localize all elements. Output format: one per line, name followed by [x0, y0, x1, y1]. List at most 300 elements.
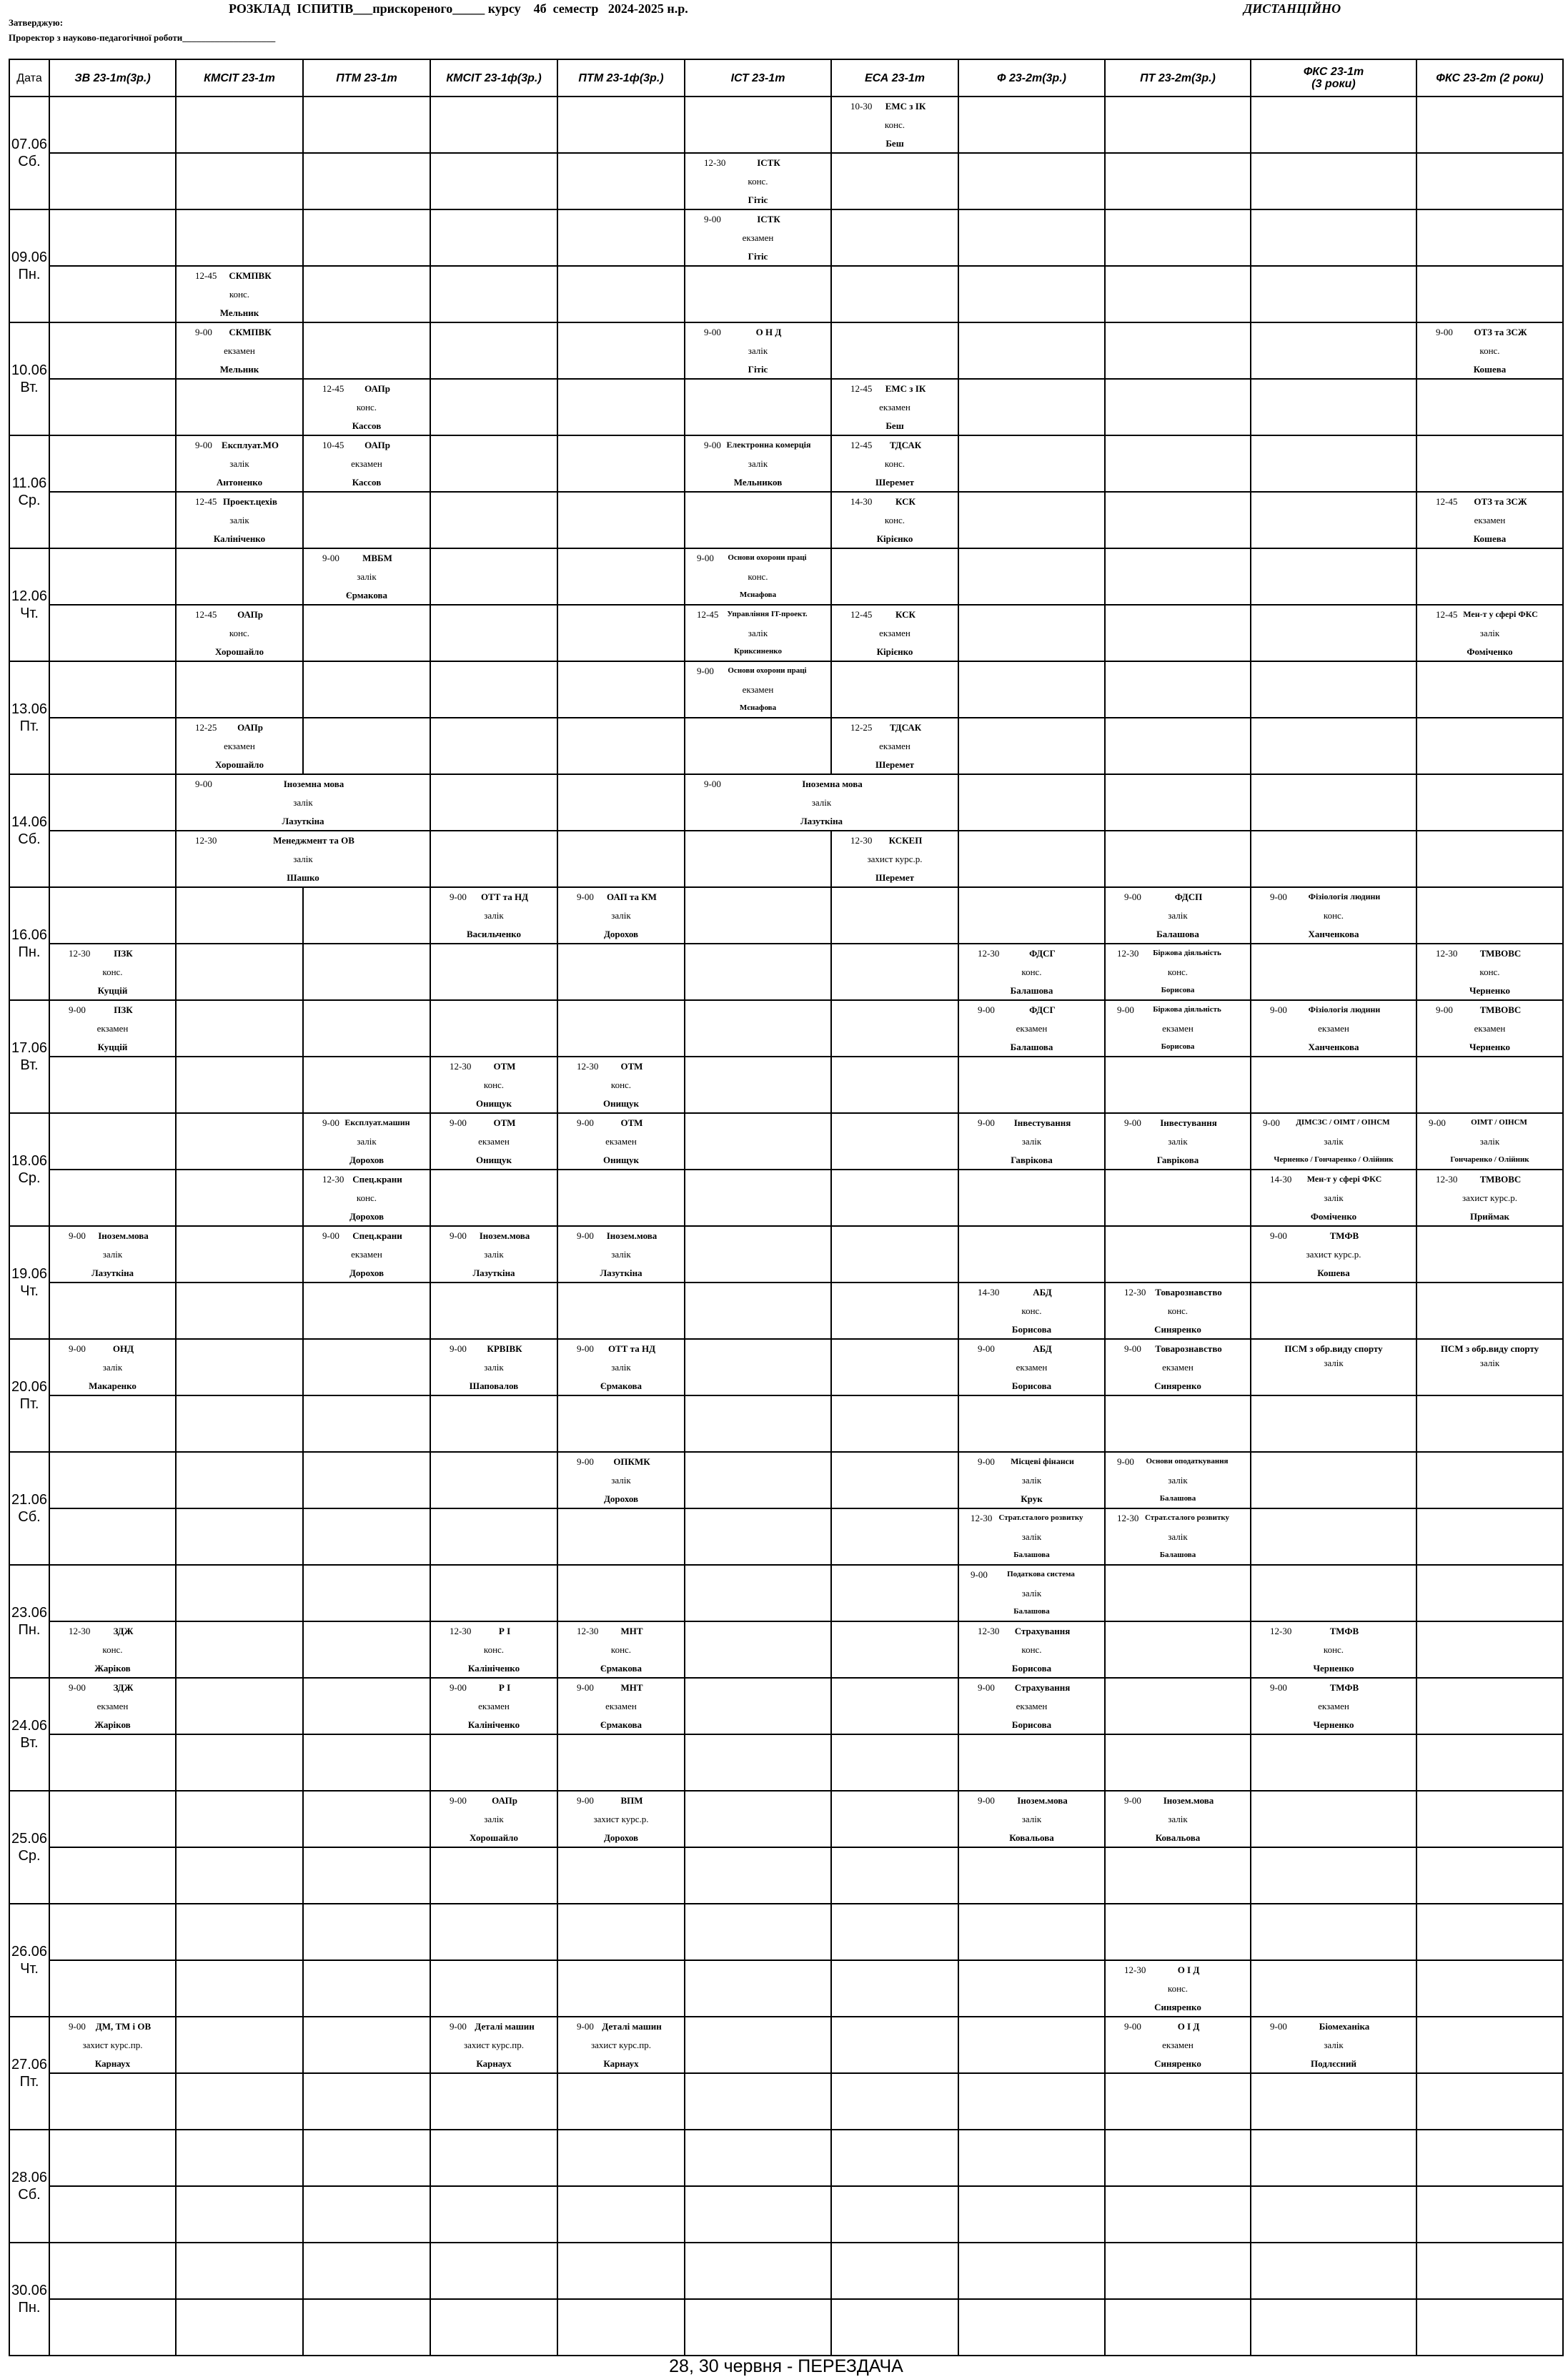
- exam-subject: Інозем.мова: [479, 1230, 530, 1241]
- empty-cell: [303, 2130, 430, 2186]
- exam-type: екзамен: [351, 1249, 382, 1260]
- empty-cell: [831, 1000, 958, 1057]
- exam-time: 12-30: [1124, 1965, 1146, 1975]
- schedule-row: [9, 492, 1563, 548]
- empty-cell: [303, 944, 430, 1000]
- exam-time: 9-00: [1124, 1117, 1141, 1128]
- empty-cell: [831, 887, 958, 944]
- exam-type: екзамен: [1162, 1023, 1194, 1034]
- exam-cell: [557, 1452, 685, 1508]
- exam-subject: МВБМ: [362, 553, 392, 563]
- exam-time: 9-00: [697, 666, 714, 676]
- exam-teacher: Онищук: [475, 1155, 512, 1165]
- empty-cell: [1416, 1904, 1563, 1960]
- exam-subject: ПЗК: [114, 1004, 133, 1015]
- exam-entry: [1106, 2017, 1250, 2072]
- exam-cell: [1105, 1113, 1251, 1170]
- exam-type: залік: [484, 1249, 504, 1260]
- exam-entry: [50, 1622, 175, 1677]
- exam-type: конс.: [1323, 910, 1344, 921]
- empty-cell: [831, 1452, 958, 1508]
- exam-time: 10-30: [850, 101, 873, 112]
- empty-cell: [1416, 1395, 1563, 1452]
- exam-cell: [1416, 322, 1563, 379]
- exam-type: захист курс.пр.: [82, 2040, 143, 2050]
- date-value: 18.06: [11, 1153, 48, 1169]
- empty-cell: [1416, 661, 1563, 718]
- exam-entry: [685, 323, 830, 378]
- exam-entry: [832, 493, 958, 548]
- schedule-row: [9, 1283, 1563, 1339]
- exam-teacher: Онищук: [475, 1098, 512, 1109]
- schedule-row: [9, 1113, 1563, 1170]
- empty-cell: [958, 831, 1105, 887]
- exam-cell: [176, 266, 303, 322]
- exam-subject: Страт.сталого розвитку: [1144, 1513, 1230, 1522]
- exam-subject: ВПМ: [620, 1795, 643, 1806]
- empty-cell: [49, 153, 176, 209]
- exam-entry: [1106, 1792, 1250, 1847]
- exam-teacher: Дорохов: [603, 1832, 639, 1843]
- empty-cell: [1105, 266, 1251, 322]
- exam-cell: [1416, 605, 1563, 661]
- exam-subject: Інозем.мова: [1163, 1795, 1214, 1806]
- exam-type: залік: [1168, 1531, 1188, 1542]
- date-cell: [9, 1904, 49, 2017]
- empty-cell: [430, 661, 557, 718]
- empty-cell: [303, 1395, 430, 1452]
- exam-time: 9-00: [450, 1682, 467, 1693]
- empty-cell: [958, 774, 1105, 831]
- exam-type: екзамен: [478, 1701, 510, 1711]
- exam-time: 12-45: [850, 609, 873, 620]
- exam-entry: [959, 1792, 1104, 1847]
- empty-cell: [49, 2299, 176, 2356]
- empty-cell: [1105, 1170, 1251, 1226]
- exam-time: 12-45: [195, 270, 217, 281]
- exam-teacher: Балашова: [1159, 1551, 1196, 1559]
- empty-cell: [958, 1057, 1105, 1113]
- empty-cell: [1105, 379, 1251, 435]
- exam-subject: Р І: [498, 1682, 511, 1693]
- empty-cell: [831, 1113, 958, 1170]
- exam-cell: [831, 492, 958, 548]
- exam-entry: [1106, 1001, 1250, 1056]
- exam-teacher: Гітіс: [748, 364, 768, 375]
- empty-cell: [303, 1621, 430, 1678]
- exam-subject: КСКЕП: [888, 835, 923, 846]
- exam-subject: Основи охорони праці: [728, 666, 807, 675]
- empty-cell: [1251, 2186, 1416, 2243]
- exam-type: конс.: [1323, 1644, 1344, 1655]
- empty-cell: [49, 1791, 176, 1847]
- date-cell: [9, 548, 49, 661]
- exam-teacher: Гітіс: [748, 251, 768, 262]
- exam-type: конс.: [229, 289, 250, 300]
- exam-time: 9-00: [978, 1456, 995, 1467]
- empty-cell: [1251, 661, 1416, 718]
- exam-subject: ОНД: [112, 1343, 134, 1354]
- exam-cell: [176, 492, 303, 548]
- date-value: 10.06: [11, 362, 48, 378]
- exam-entry: [832, 831, 958, 886]
- exam-type: екзамен: [351, 458, 382, 469]
- exam-subject: ТДСАК: [889, 440, 922, 450]
- schedule-row: [9, 1000, 1563, 1057]
- exam-type: екзамен: [1474, 515, 1506, 525]
- empty-cell: [685, 97, 831, 153]
- exam-cell: [303, 1170, 430, 1226]
- col-header-ptm-23-1t: ПТМ 23-1т: [303, 59, 430, 97]
- empty-cell: [1251, 97, 1416, 153]
- empty-cell: [685, 831, 831, 887]
- exam-entry: [50, 1679, 175, 1734]
- schedule-row: [9, 322, 1563, 379]
- exam-time: 9-00: [1124, 2021, 1141, 2032]
- exam-type: залік: [1021, 1588, 1042, 1598]
- empty-cell: [685, 1678, 831, 1734]
- weekday-value: Сб.: [18, 154, 41, 169]
- exam-type: залік: [1324, 2040, 1344, 2050]
- exam-entry: [1251, 1227, 1416, 1282]
- exam-teacher: Борисова: [1011, 1663, 1052, 1674]
- exam-time: 9-00: [69, 1682, 86, 1693]
- exam-cell: [49, 1678, 176, 1734]
- empty-cell: [1105, 2243, 1251, 2299]
- empty-cell: [831, 1960, 958, 2017]
- exam-entry: [304, 380, 430, 435]
- empty-cell: [831, 1904, 958, 1960]
- exam-time: 14-30: [978, 1287, 1000, 1298]
- exam-teacher: Лазуткіна: [800, 816, 843, 826]
- empty-cell: [557, 1904, 685, 1960]
- date-cell: [9, 2130, 49, 2243]
- exam-cell: [557, 887, 685, 944]
- schedule-row: [9, 718, 1563, 774]
- exam-type: екзамен: [478, 1136, 510, 1147]
- exam-entry: [1251, 1114, 1416, 1169]
- exam-entry: [959, 1001, 1104, 1056]
- empty-cell: [557, 831, 685, 887]
- date-value: 23.06: [11, 1605, 48, 1621]
- exam-entry: [1251, 888, 1416, 943]
- exam-teacher: Мельник: [219, 307, 259, 318]
- empty-cell: [1105, 2073, 1251, 2130]
- empty-cell: [49, 831, 176, 887]
- empty-cell: [557, 548, 685, 605]
- weekday-value: Пн.: [18, 2300, 41, 2316]
- date-value: 25.06: [11, 1831, 48, 1847]
- empty-cell: [1105, 2299, 1251, 2356]
- empty-cell: [958, 2186, 1105, 2243]
- exam-teacher: Балашова: [1013, 1551, 1050, 1559]
- exam-time: 9-00: [450, 1343, 467, 1354]
- exam-time: 12-45: [850, 383, 873, 394]
- exam-type: залік: [1021, 1814, 1042, 1824]
- exam-entry: [1251, 2017, 1416, 2072]
- exam-entry: [177, 493, 302, 548]
- empty-cell: [557, 605, 685, 661]
- empty-cell: [430, 266, 557, 322]
- exam-subject: Інозем.мова: [606, 1230, 658, 1241]
- empty-cell: [1416, 1226, 1563, 1283]
- exam-subject: КРВІВК: [487, 1343, 522, 1354]
- empty-cell: [49, 887, 176, 944]
- empty-cell: [430, 435, 557, 492]
- empty-cell: [176, 1678, 303, 1734]
- exam-teacher: Лазуткіна: [282, 816, 324, 826]
- footer-row: [9, 2356, 1563, 2377]
- empty-cell: [303, 1565, 430, 1621]
- exam-cell: [685, 774, 958, 831]
- exam-subject: ТДСАК: [889, 722, 922, 733]
- exam-teacher: Дорохов: [349, 1267, 384, 1278]
- exam-teacher: Калініченко: [467, 1663, 520, 1674]
- empty-cell: [49, 548, 176, 605]
- exam-teacher: Гаврікова: [1011, 1155, 1053, 1165]
- empty-cell: [176, 1283, 303, 1339]
- exam-teacher: Борисова: [1161, 986, 1195, 994]
- empty-cell: [430, 153, 557, 209]
- empty-cell: [1416, 1452, 1563, 1508]
- exam-time: 14-30: [1270, 1174, 1292, 1185]
- empty-cell: [1105, 718, 1251, 774]
- exam-type: конс.: [1479, 345, 1500, 356]
- empty-cell: [557, 1508, 685, 1565]
- empty-cell: [1416, 1678, 1563, 1734]
- exam-type: конс.: [483, 1079, 505, 1090]
- exam-time: 9-00: [195, 327, 212, 337]
- empty-cell: [430, 1283, 557, 1339]
- empty-cell: [831, 1339, 958, 1395]
- empty-cell: [831, 1226, 958, 1283]
- exam-entry: [1417, 323, 1562, 378]
- weekday-value: Пт.: [19, 718, 39, 734]
- retake-note: 28, 30 червня - ПЕРЕЗДАЧА: [9, 2356, 1563, 2377]
- empty-cell: [958, 718, 1105, 774]
- empty-cell: [176, 209, 303, 266]
- exam-type: конс.: [1167, 1305, 1189, 1316]
- exam-entry: [1417, 944, 1562, 999]
- exam-time: 14-30: [850, 496, 873, 507]
- exam-teacher: Хорошайло: [470, 1832, 518, 1843]
- exam-type: залік: [1021, 1475, 1042, 1486]
- date-value: 09.06: [11, 249, 48, 265]
- exam-subject: Страхування: [1014, 1682, 1071, 1693]
- date-value: 30.06: [11, 2283, 48, 2298]
- exam-type: конс.: [610, 1079, 632, 1090]
- empty-cell: [430, 322, 557, 379]
- exam-cell: [831, 718, 958, 774]
- exam-entry: [431, 1679, 557, 1734]
- exam-time: 12-45: [697, 609, 719, 620]
- exam-type: залік: [229, 515, 249, 525]
- empty-cell: [958, 435, 1105, 492]
- empty-cell: [958, 2299, 1105, 2356]
- exam-time: 12-30: [69, 1626, 91, 1636]
- exam-subject: Місцеві фінанси: [1011, 1456, 1074, 1466]
- exam-teacher: Хорошайло: [215, 759, 264, 770]
- empty-cell: [958, 661, 1105, 718]
- empty-cell: [1105, 1734, 1251, 1791]
- weekday-value: Сб.: [18, 1509, 41, 1525]
- exam-subject: ЗДЖ: [113, 1682, 134, 1693]
- exam-entry: [558, 1114, 684, 1169]
- header-row: [9, 59, 1563, 97]
- empty-cell: [303, 1000, 430, 1057]
- exam-entry: [959, 1114, 1104, 1169]
- exam-subject: ТМВОВС: [1479, 948, 1522, 959]
- empty-cell: [49, 266, 176, 322]
- exam-subject: ОТМ: [493, 1061, 516, 1072]
- empty-cell: [1416, 887, 1563, 944]
- empty-cell: [1105, 774, 1251, 831]
- exam-cell: [831, 831, 958, 887]
- exam-cell: [176, 435, 303, 492]
- date-value: 21.06: [11, 1492, 48, 1508]
- exam-teacher: Балашова: [1156, 929, 1199, 939]
- exam-teacher: Кошева: [1473, 364, 1507, 375]
- empty-cell: [303, 153, 430, 209]
- empty-cell: [1251, 1734, 1416, 1791]
- exam-subject: О І Д: [1177, 2021, 1200, 2032]
- exam-entry: [832, 606, 958, 661]
- empty-cell: [685, 1452, 831, 1508]
- exam-cell: [176, 322, 303, 379]
- exam-time: 9-00: [704, 779, 721, 789]
- empty-cell: [831, 322, 958, 379]
- exam-entry: [431, 1227, 557, 1282]
- empty-cell: [557, 2073, 685, 2130]
- exam-cell: [1251, 1226, 1416, 1283]
- exam-type: екзамен: [879, 402, 910, 412]
- empty-cell: [831, 153, 958, 209]
- exam-subject: Основи охорони праці: [728, 553, 807, 562]
- exam-type: конс.: [748, 571, 768, 582]
- exam-entry: [431, 1792, 557, 1847]
- exam-time: 12-45: [195, 496, 217, 507]
- exam-type: захист курс.пр.: [464, 2040, 524, 2050]
- exam-subject: ОТТ та НД: [480, 891, 529, 902]
- exam-teacher: Фоміченко: [1310, 1211, 1357, 1222]
- empty-cell: [685, 944, 831, 1000]
- exam-teacher: Єрмакова: [600, 1719, 642, 1730]
- empty-cell: [958, 97, 1105, 153]
- empty-cell: [430, 492, 557, 548]
- exam-subject: ОТТ та НД: [607, 1343, 656, 1354]
- empty-cell: [176, 1621, 303, 1678]
- exam-teacher: Синяренко: [1154, 1380, 1201, 1391]
- empty-cell: [49, 1847, 176, 1904]
- empty-cell: [49, 2243, 176, 2299]
- empty-cell: [557, 1170, 685, 1226]
- exam-subject: Страт.сталого розвитку: [998, 1513, 1083, 1522]
- exam-time: 12-30: [69, 948, 91, 959]
- weekday-value: Пт.: [19, 1396, 39, 1412]
- empty-cell: [1251, 718, 1416, 774]
- exam-teacher: Дорохов: [603, 929, 639, 939]
- exam-time: 9-00: [1436, 1004, 1453, 1015]
- col-header-f-23-2t: Ф 23-2т(3р.): [958, 59, 1105, 97]
- empty-cell: [430, 1960, 557, 2017]
- empty-cell: [1105, 153, 1251, 209]
- exam-teacher: Шеремет: [875, 872, 915, 883]
- empty-cell: [176, 1904, 303, 1960]
- exam-type: захист курс.р.: [867, 854, 923, 864]
- empty-cell: [1416, 1847, 1563, 1904]
- exam-entry: [685, 210, 830, 265]
- exam-time: 9-00: [1124, 1343, 1141, 1354]
- exam-time: 12-30: [195, 835, 217, 846]
- exam-teacher: Онищук: [602, 1098, 640, 1109]
- exam-entry: [1106, 1961, 1250, 2016]
- empty-cell: [1416, 1960, 1563, 2017]
- exam-entry: [558, 1622, 684, 1677]
- empty-cell: [1105, 209, 1251, 266]
- col-header-ist-23-1t: ІСТ 23-1т: [685, 59, 831, 97]
- empty-cell: [557, 1565, 685, 1621]
- exam-subject: ТМВОВС: [1479, 1174, 1522, 1185]
- exam-cell: [557, 1339, 685, 1395]
- date-cell: [9, 1226, 49, 1339]
- date-value: 20.06: [11, 1379, 48, 1395]
- exam-entry: [685, 662, 830, 717]
- exam-type: конс.: [610, 1644, 632, 1655]
- exam-cell: [49, 1339, 176, 1395]
- empty-cell: [1251, 379, 1416, 435]
- empty-cell: [1105, 322, 1251, 379]
- date-cell: [9, 661, 49, 774]
- empty-cell: [557, 2243, 685, 2299]
- exam-teacher: Лазуткіна: [472, 1267, 515, 1278]
- empty-cell: [958, 605, 1105, 661]
- empty-cell: [557, 661, 685, 718]
- exam-teacher: Ханченкова: [1308, 929, 1359, 939]
- weekday-value: Пн.: [18, 1622, 41, 1638]
- exam-subject: ОАПр: [364, 440, 390, 450]
- empty-cell: [958, 1226, 1105, 1283]
- empty-cell: [685, 1791, 831, 1847]
- empty-cell: [958, 2243, 1105, 2299]
- exam-type: екзамен: [1016, 1701, 1048, 1711]
- empty-cell: [303, 661, 430, 718]
- empty-cell: [685, 2299, 831, 2356]
- empty-cell: [1416, 1283, 1563, 1339]
- empty-cell: [1105, 1621, 1251, 1678]
- exam-entry: [1417, 493, 1562, 548]
- exam-subject: ОАПр: [237, 609, 263, 620]
- exam-cell: [958, 1339, 1105, 1395]
- exam-cell: [557, 1226, 685, 1283]
- empty-cell: [557, 1847, 685, 1904]
- empty-cell: [831, 2017, 958, 2073]
- exam-entry: [1417, 606, 1562, 661]
- exam-cell: [831, 379, 958, 435]
- exam-type: екзамен: [1016, 1362, 1048, 1373]
- empty-cell: [958, 209, 1105, 266]
- exam-entry: [558, 888, 684, 943]
- exam-time: 9-00: [577, 1456, 594, 1467]
- exam-cell: [1416, 1170, 1563, 1226]
- exam-cell: [685, 605, 831, 661]
- exam-entry: [50, 1001, 175, 1056]
- exam-entry: [177, 267, 302, 322]
- weekday-value: Чт.: [20, 606, 39, 621]
- exam-type: залік: [1324, 1136, 1344, 1147]
- schedule-title: РОЗКЛАД ІСПИТІВ___прискореного_____ курсу 4б семестр 2024-2025 н.р.: [229, 1, 688, 16]
- schedule-row: [9, 2299, 1563, 2356]
- exam-subject: О Н Д: [755, 327, 782, 337]
